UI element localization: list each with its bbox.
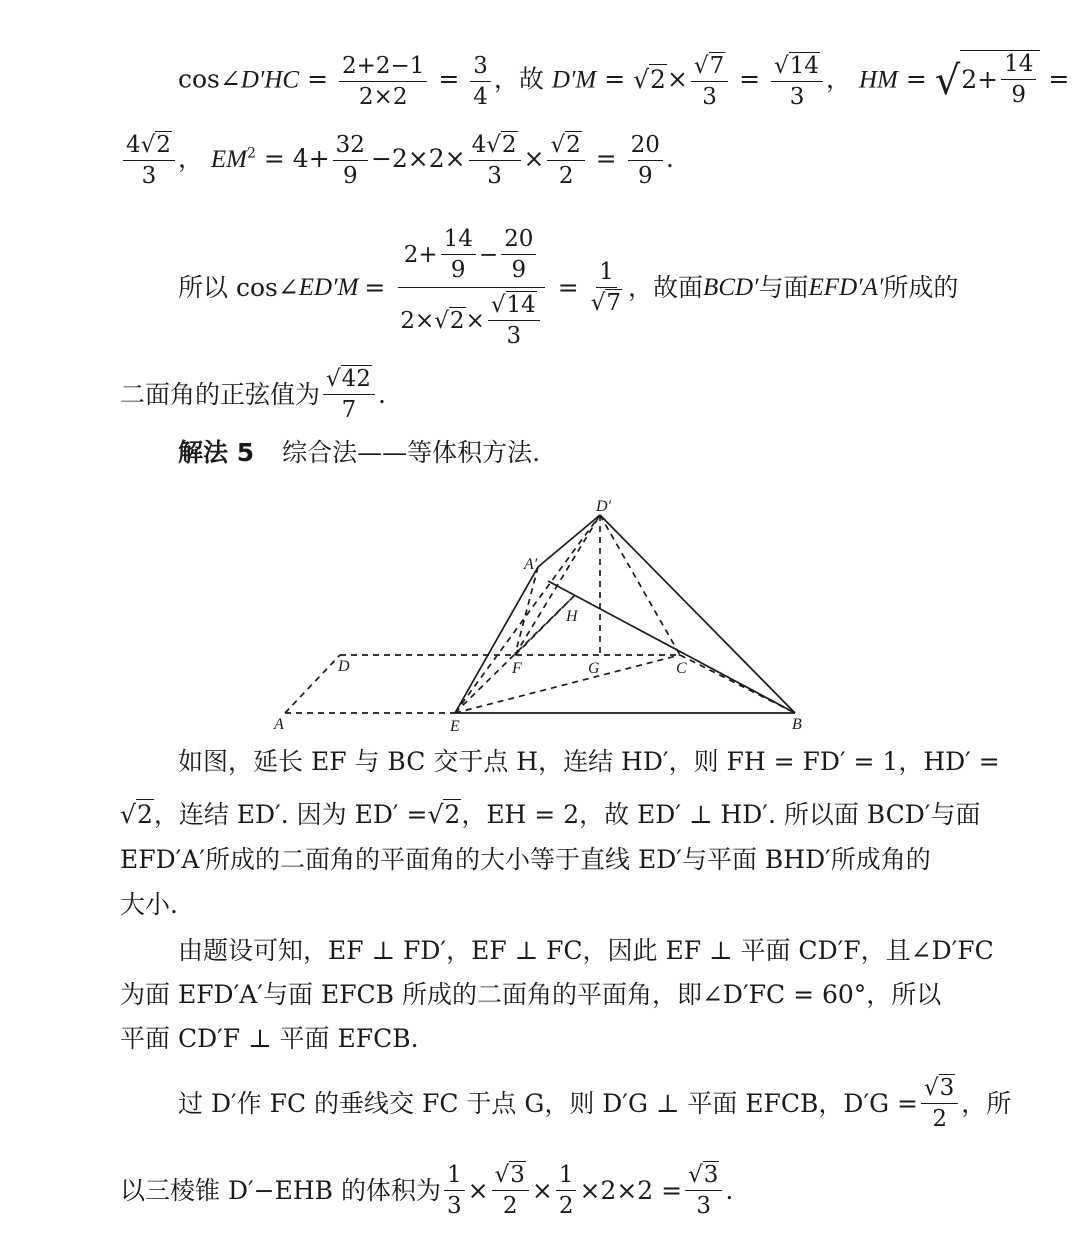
equals: = [438, 64, 460, 94]
text: 以三棱锥 D′−EHB 的体积为 [120, 1175, 441, 1205]
denominator: 2 [932, 1106, 947, 1132]
fraction-sqrt2-2: $\frac{√2}{2}$ [547, 132, 584, 189]
text: ，故面 [628, 272, 704, 302]
times: × [531, 1175, 553, 1205]
coefficient: 4 [126, 132, 141, 158]
label-g: G [588, 660, 600, 677]
equals: = [557, 272, 579, 302]
comma: ， [826, 64, 852, 94]
denominator: 2 [558, 163, 574, 189]
radicand: 2 [449, 307, 465, 334]
para1-line1: 如图，延长 EF 与 BC 交于点 H，连结 HD′，则 FH = FD′ = 1，HD′ = [178, 747, 1000, 776]
edge-ed [455, 515, 600, 713]
numerator: 2+2−1 [339, 53, 427, 82]
times: × [467, 1175, 489, 1205]
segment-dm: D′M [551, 66, 597, 94]
period: . [725, 1175, 734, 1205]
denominator: 3 [487, 163, 502, 189]
denominator: 3 [447, 1193, 462, 1219]
fraction-4sqrt2-3: $\frac{4√2}{3}$ [469, 132, 521, 189]
edge-db [600, 515, 795, 713]
big-denominator: 2× √2 × $\frac{√14}{3}$ [394, 288, 548, 349]
radicand: 2 [444, 800, 461, 829]
formula-line-1 [178, 50, 1069, 110]
radicand: 7 [606, 290, 622, 316]
para2-line3: 平面 CD′F ⊥ 平面 EFCB. [120, 1024, 419, 1053]
formula-line-4 [120, 366, 386, 423]
denominator: 3 [702, 83, 717, 110]
fraction-sqrt42-7: $\frac{√42}{7}$ [323, 366, 375, 423]
root-term: 2+ [961, 64, 999, 94]
label-d: D [338, 658, 350, 675]
minus: − [478, 241, 499, 268]
radicand: 42 [341, 366, 371, 392]
superscript: 2 [247, 145, 256, 162]
denominator: 3 [141, 163, 157, 189]
formula-line-2 [120, 132, 674, 189]
times: × [523, 144, 545, 173]
radicand: 3 [703, 1162, 719, 1188]
numerator: 20 [501, 226, 536, 255]
denominator: 3 [506, 323, 522, 349]
sqrt-expression: √ 2+ $\frac{14}{9}$ [935, 50, 1041, 108]
denominator: 9 [450, 257, 466, 283]
denominator: 3 [696, 1193, 712, 1219]
label-a-prime: A′ [524, 556, 538, 573]
formula-line-3 [178, 226, 958, 349]
radicand: 2 [156, 132, 171, 158]
solution-heading [178, 438, 540, 468]
fraction-32-9 [333, 132, 368, 189]
equals: = [364, 272, 386, 302]
denominator: 9 [637, 163, 653, 189]
fraction-1-3 [444, 1162, 465, 1219]
solution-title: 综合法——等体积方法. [282, 438, 541, 467]
prefix-text: 所以 cos∠ [178, 272, 299, 302]
fraction-1-sqrt7: $\frac{1}{√7}$ [590, 259, 622, 316]
para2-line1: 由题设可知，EF ⊥ FD′，EF ⊥ FC，因此 EF ⊥ 平面 CD′F，且∠D′FC [178, 936, 994, 965]
denominator: 2 [502, 1193, 518, 1219]
edge-ec [455, 655, 680, 713]
equals: = [905, 64, 927, 94]
label-d-prime: D′ [596, 498, 612, 515]
para1-line3: EFD′A′所成的二面角的平面角的大小等于直线 ED′与平面 BHD′所成角的 [120, 845, 931, 874]
edge-ad [538, 515, 600, 567]
denominator: 7 [341, 397, 357, 423]
text: ，连结 ED′. 因为 ED′ = [153, 800, 428, 829]
geometry-figure [0, 495, 1080, 755]
numerator: 14 [441, 226, 476, 255]
radicand: 7 [709, 52, 725, 79]
angle-edm: ED′M [298, 273, 359, 301]
radicand: 3 [510, 1162, 525, 1188]
radicand: 2 [136, 800, 153, 829]
label-a: A [274, 716, 284, 733]
period: . [665, 144, 674, 173]
para1-line2: √2，连结 ED′. 因为 ED′ =√2，EH = 2，故 ED′ ⊥ HD′. 所以面 BCD′与面 [120, 800, 981, 829]
plane-efda: EFD′A′ [808, 273, 884, 301]
fraction-20-9 [501, 226, 536, 283]
segment-hm: HM [858, 66, 898, 94]
fraction-sqrt3-2: $\frac{√3}{2}$ [492, 1162, 529, 1219]
text: ×2×2 = [579, 1175, 683, 1205]
times: × [666, 64, 688, 94]
denominator: 9 [1011, 82, 1027, 108]
radicand: 14 [789, 52, 819, 79]
radicand: 2 [650, 64, 666, 94]
fraction-1-2 [556, 1162, 577, 1219]
equals: = [1048, 64, 1070, 94]
para3-line2 [120, 1162, 733, 1219]
period: . [377, 379, 386, 409]
edge-ad-base [285, 655, 340, 713]
fraction-sqrt7-3: $\frac{√7}{3}$ [691, 53, 728, 110]
equals: = [307, 64, 329, 94]
angle-dhc: D′HC [240, 66, 300, 94]
denominator: 4 [473, 83, 488, 110]
equals: = [595, 144, 617, 173]
numerator: 14 [1001, 51, 1036, 80]
fraction-14-9 [1001, 51, 1036, 108]
fraction-3-4 [470, 53, 491, 110]
fraction-cos-value [339, 53, 427, 110]
label-e: E [450, 718, 460, 735]
numerator: 1 [556, 1162, 577, 1191]
text: ，EH = 2，故 ED′ ⊥ HD′. 所以面 BCD′与面 [461, 800, 981, 829]
edge-hb [548, 581, 795, 713]
fraction-14-9 [441, 226, 476, 283]
segment-em: EM [210, 146, 248, 173]
term: 2+ [403, 241, 438, 268]
denominator: 3 [789, 83, 805, 110]
edge-ea [455, 567, 538, 713]
term: 4+ [292, 144, 330, 173]
radicand: 2 [566, 132, 581, 158]
fraction-sqrt14-3: $\frac{√14}{3}$ [488, 292, 540, 349]
equals: = [739, 64, 761, 94]
para3-line1 [178, 1075, 1011, 1132]
sqrt-2: √2 [633, 64, 666, 94]
coefficient: 4 [471, 132, 487, 158]
para2-line2: 为面 EFD′A′与面 EFCB 所成的二面角的平面角，即∠D′FC = 60°，所以 [120, 980, 942, 1009]
text: 与面 [758, 272, 809, 302]
text: ，所 [961, 1088, 1012, 1118]
numerator: 32 [333, 132, 368, 161]
plane-bcd: BCD′ [703, 273, 759, 301]
denominator: 9 [511, 257, 527, 283]
numerator: 3 [470, 53, 491, 82]
fraction-sqrt14-3: $\frac{√14}{3}$ [771, 53, 823, 110]
label-b: B [792, 716, 802, 733]
solution-label: 解法 5 [178, 438, 255, 467]
denominator: 2 [558, 1193, 574, 1219]
fraction-sqrt3-3: $\frac{√3}{3}$ [685, 1162, 722, 1219]
label-c: C [676, 660, 687, 677]
radicand: 14 [506, 292, 536, 318]
denominator: 2×2 [358, 83, 408, 110]
radicand: 2 [501, 132, 517, 158]
equals: = [604, 64, 626, 94]
radicand: 3 [939, 1075, 955, 1101]
text: 所成的 [883, 272, 959, 302]
para1-line4: 大小. [120, 890, 178, 919]
fraction-4sqrt2-3: $\frac{4√2}{3}$ [123, 132, 175, 189]
times: × [465, 307, 485, 334]
text: 二面角的正弦值为 [120, 379, 321, 409]
big-fraction [394, 226, 548, 349]
label-f: F [512, 660, 522, 677]
cos-text: cos∠ [178, 64, 241, 94]
comma: ， [177, 144, 203, 173]
numerator: 20 [628, 132, 663, 161]
term: −2×2× [370, 144, 466, 173]
fraction-sqrt3-2: $\frac{√3}{2}$ [921, 1075, 958, 1132]
big-numerator [398, 226, 546, 288]
text: 过 D′作 FC 的垂线交 FC 于点 G，则 D′G ⊥ 平面 EFCB，D′G = [178, 1088, 918, 1118]
numerator: 1 [444, 1162, 465, 1191]
equals: = [263, 144, 285, 173]
fraction-20-9 [628, 132, 663, 189]
numerator: 1 [596, 259, 617, 288]
label-h: H [566, 608, 578, 625]
gu-text: ，故 [493, 64, 544, 94]
denominator: 9 [342, 163, 358, 189]
term: 2× [400, 307, 435, 334]
